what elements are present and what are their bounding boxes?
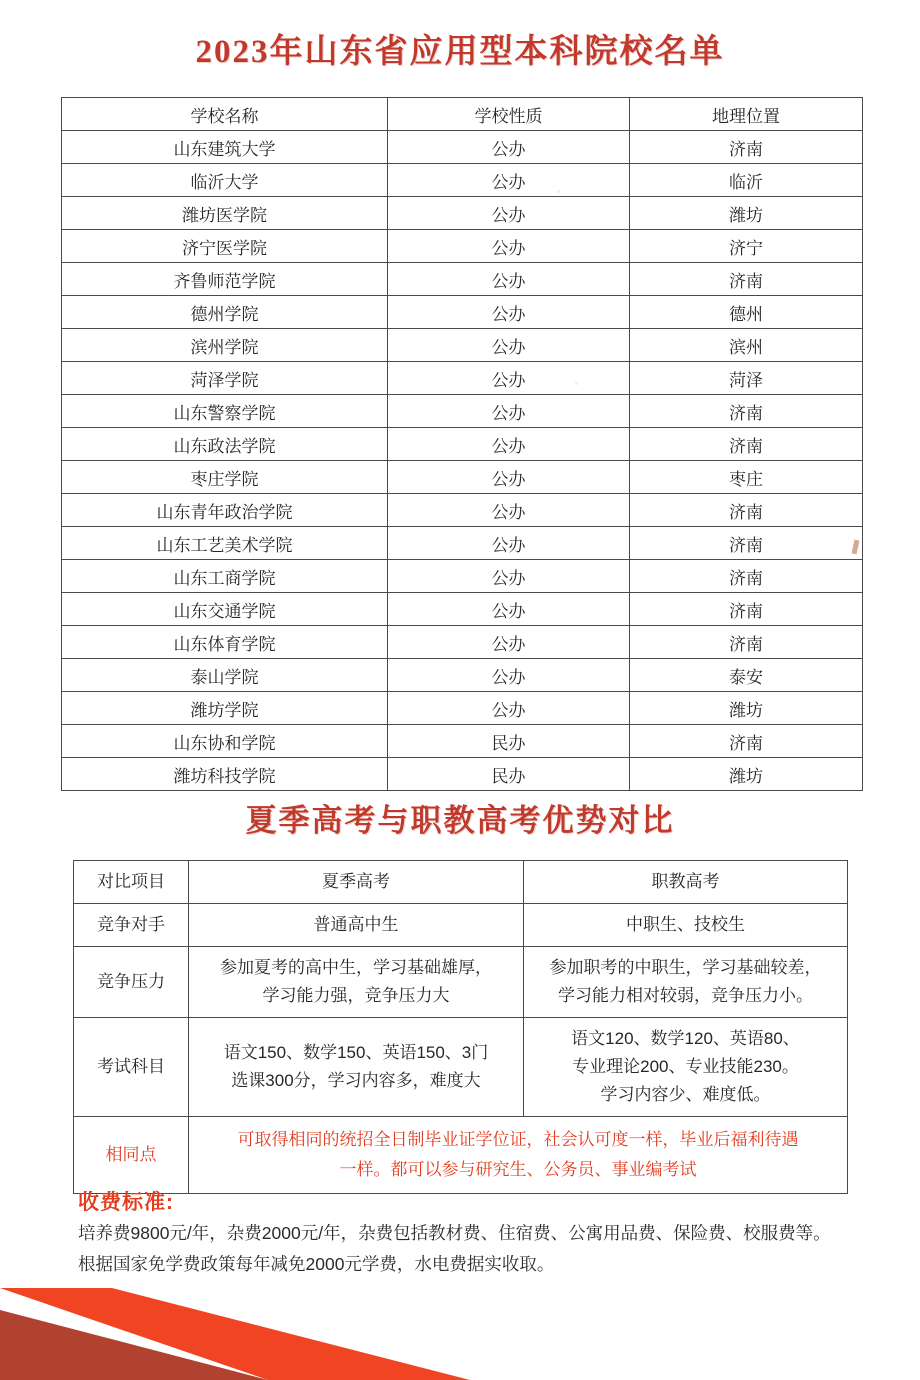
school-location-cell: 济南: [630, 263, 863, 296]
school-type-cell: 公办: [388, 494, 630, 527]
decor-band-bright: [0, 1288, 470, 1380]
school-location-cell: 潍坊: [630, 692, 863, 725]
table-row: [62, 461, 863, 494]
school-type-cell: 公办: [388, 164, 630, 197]
cell-line: 语文120、数学120、英语80、: [571, 1029, 800, 1048]
cell-line: 专业理论200、专业技能230。: [572, 1057, 799, 1076]
school-type-cell: 公办: [388, 659, 630, 692]
school-location-cell: 济南: [630, 395, 863, 428]
table-row: [62, 329, 863, 362]
fee-detail-line: 培养费9800元/年，杂费2000元/年，杂费包括教材费、住宿费、公寓用品费、保险费、校服费等。: [78, 1223, 831, 1243]
cell-line: 一样。都可以参与研究生、公务员、事业编考试: [339, 1160, 697, 1179]
school-location-cell: 济南: [630, 593, 863, 626]
cell-line: 中职生、技校生: [626, 915, 745, 934]
table-row: [62, 428, 863, 461]
school-type-cell: 公办: [388, 296, 630, 329]
school-location-cell: 济南: [630, 494, 863, 527]
bottom-diagonal-bands-decoration: [0, 1280, 920, 1380]
school-name-cell: 德州学院: [62, 296, 388, 329]
school-name-cell: 菏泽学院: [62, 362, 388, 395]
school-type-cell: 公办: [388, 230, 630, 263]
school-name-cell: 山东政法学院: [62, 428, 388, 461]
scan-artifact-dot-a: [557, 190, 560, 193]
cell-line: 参加夏考的高中生，学习基础雄厚，: [220, 958, 492, 977]
table-row: [62, 692, 863, 725]
school-type-cell: 公办: [388, 263, 630, 296]
comparison-row: [74, 904, 848, 947]
school-location-cell: 泰安: [630, 659, 863, 692]
table-row: [62, 197, 863, 230]
school-location-cell: 济南: [630, 527, 863, 560]
comparison-header-row: [74, 861, 848, 904]
cell-line: 学习内容少、难度低。: [600, 1085, 771, 1104]
cell-line: 可取得相同的统招全日制毕业证学位证，社会认可度一样，毕业后福利待遇: [237, 1130, 799, 1149]
fee-standard-lines: [78, 1218, 868, 1280]
school-location-cell: 济南: [630, 428, 863, 461]
school-location-cell: 临沂: [630, 164, 863, 197]
table-row: [62, 758, 863, 791]
table-row: [62, 164, 863, 197]
school-location-cell: 滨州: [630, 329, 863, 362]
column-header-school-type: 学校性质: [388, 98, 630, 131]
table-row: [62, 659, 863, 692]
school-location-cell: 潍坊: [630, 197, 863, 230]
school-type-cell: 公办: [388, 692, 630, 725]
column-header-school-name: 学校名称: [62, 98, 388, 131]
school-name-cell: 山东协和学院: [62, 725, 388, 758]
school-type-cell: 公办: [388, 626, 630, 659]
school-location-cell: 济宁: [630, 230, 863, 263]
school-name-cell: 山东青年政治学院: [62, 494, 388, 527]
school-name-cell: 山东体育学院: [62, 626, 388, 659]
table-row: [62, 593, 863, 626]
cell-line: 学习能力相对较弱，竞争压力小。: [558, 986, 813, 1005]
cell-line: 学习能力强，竞争压力大: [262, 986, 450, 1005]
table-row: [62, 263, 863, 296]
summer-gaokao-cell: [189, 904, 524, 947]
comparison-table: [73, 860, 848, 1194]
comparison-item-label: 考试科目: [74, 1018, 189, 1117]
school-name-cell: 滨州学院: [62, 329, 388, 362]
school-type-cell: 公办: [388, 527, 630, 560]
schools-table: [61, 97, 863, 791]
school-name-cell: 齐鲁师范学院: [62, 263, 388, 296]
comparison-item-label: 竞争对手: [74, 904, 189, 947]
school-type-cell: 公办: [388, 461, 630, 494]
table-row: [62, 230, 863, 263]
comparison-same-row: [74, 1117, 848, 1194]
school-type-cell: 公办: [388, 197, 630, 230]
summer-gaokao-cell: [189, 1018, 524, 1117]
school-type-cell: 民办: [388, 725, 630, 758]
table-row: [62, 362, 863, 395]
cell-line: 选课300分，学习内容多，难度大: [231, 1071, 481, 1090]
fee-standard-block: [78, 1188, 868, 1280]
school-location-cell: 济南: [630, 560, 863, 593]
column-header-location: 地理位置: [630, 98, 863, 131]
school-type-cell: 公办: [388, 131, 630, 164]
vocational-gaokao-cell: [524, 904, 848, 947]
school-type-cell: 民办: [388, 758, 630, 791]
column-header-summer-gaokao: 夏季高考: [189, 861, 524, 904]
comparison-row: [74, 1018, 848, 1117]
cell-line: 普通高中生: [313, 915, 399, 934]
cell-line: 参加职考的中职生，学习基础较差，: [549, 958, 822, 977]
school-type-cell: 公办: [388, 362, 630, 395]
school-location-cell: 济南: [630, 725, 863, 758]
same-point-text: [189, 1117, 848, 1194]
comparison-item-label: 竞争压力: [74, 947, 189, 1018]
school-name-cell: 山东工艺美术学院: [62, 527, 388, 560]
same-point-label: 相同点: [74, 1117, 189, 1194]
table-row: [62, 395, 863, 428]
school-name-cell: 山东警察学院: [62, 395, 388, 428]
school-type-cell: 公办: [388, 593, 630, 626]
school-location-cell: 德州: [630, 296, 863, 329]
table-row: [62, 725, 863, 758]
table-row: [62, 560, 863, 593]
vocational-gaokao-cell: [524, 1018, 848, 1117]
school-type-cell: 公办: [388, 428, 630, 461]
table-row: [62, 296, 863, 329]
summer-gaokao-cell: [189, 947, 524, 1018]
school-name-cell: 枣庄学院: [62, 461, 388, 494]
column-header-vocational-gaokao: 职教高考: [524, 861, 848, 904]
table-row: [62, 494, 863, 527]
vocational-gaokao-cell: [524, 947, 848, 1018]
comparison-row: [74, 947, 848, 1018]
school-name-cell: 潍坊医学院: [62, 197, 388, 230]
table-row: [62, 131, 863, 164]
schools-table-header-row: [62, 98, 863, 131]
school-name-cell: 泰山学院: [62, 659, 388, 692]
school-name-cell: 山东工商学院: [62, 560, 388, 593]
fee-detail-line: 根据国家免学费政策每年减免2000元学费，水电费据实收取。: [78, 1254, 555, 1274]
school-name-cell: 潍坊学院: [62, 692, 388, 725]
school-name-cell: 潍坊科技学院: [62, 758, 388, 791]
school-name-cell: 济宁医学院: [62, 230, 388, 263]
school-location-cell: 潍坊: [630, 758, 863, 791]
school-name-cell: 临沂大学: [62, 164, 388, 197]
page-title: 2023年山东省应用型本科院校名单: [195, 34, 725, 70]
school-type-cell: 公办: [388, 395, 630, 428]
column-header-compare-item: 对比项目: [74, 861, 189, 904]
cell-line: 语文150、数学150、英语150、3门: [223, 1043, 489, 1062]
fee-standard-title: 收费标准:: [78, 1191, 174, 1214]
school-location-cell: 枣庄: [630, 461, 863, 494]
school-location-cell: 济南: [630, 626, 863, 659]
school-type-cell: 公办: [388, 329, 630, 362]
decor-band-dark: [0, 1310, 268, 1380]
school-type-cell: 公办: [388, 560, 630, 593]
table-row: [62, 527, 863, 560]
compare-section-title: 夏季高考与职教高考优势对比: [245, 803, 675, 838]
table-row: [62, 626, 863, 659]
school-name-cell: 山东交通学院: [62, 593, 388, 626]
school-location-cell: 济南: [630, 131, 863, 164]
school-location-cell: 菏泽: [630, 362, 863, 395]
school-name-cell: 山东建筑大学: [62, 131, 388, 164]
scan-artifact-dot-b: [575, 382, 578, 385]
